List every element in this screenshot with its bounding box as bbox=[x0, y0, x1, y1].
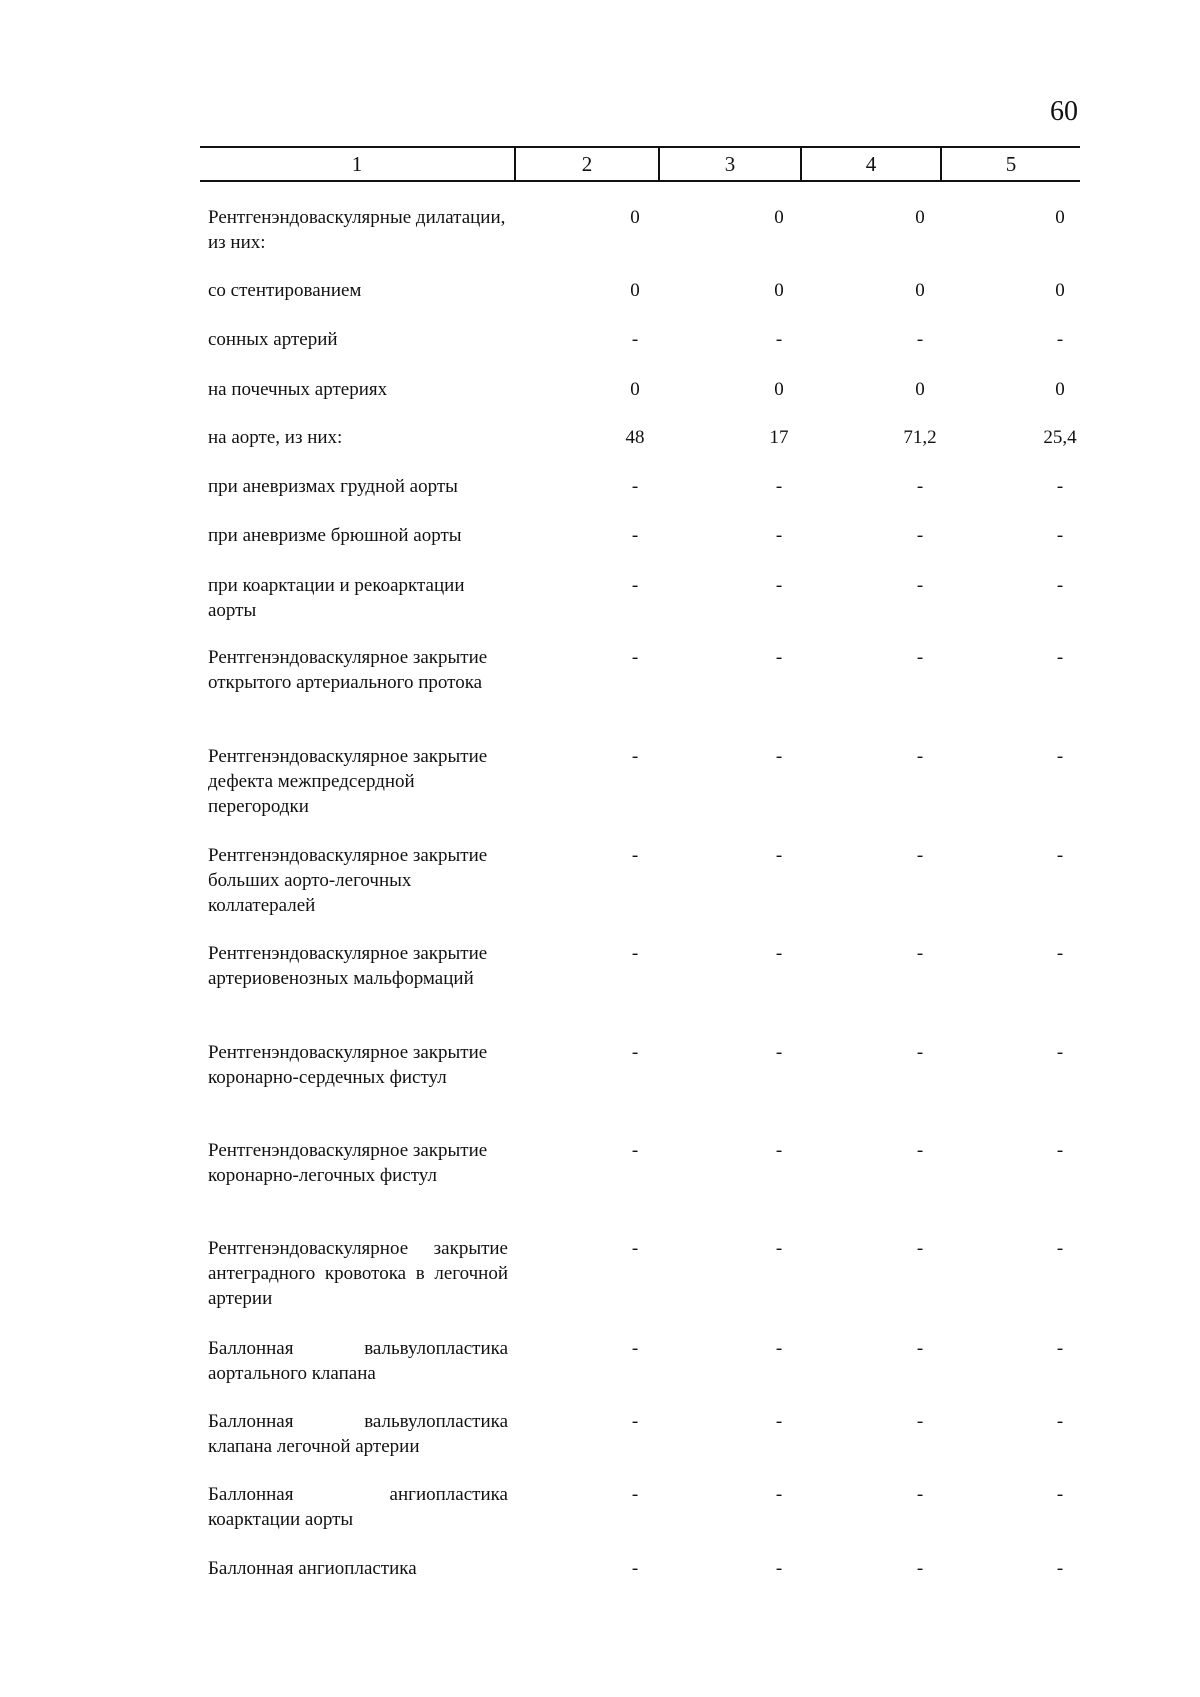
row-value-col-2: - bbox=[631, 329, 639, 350]
row-label: при коарктации и рекоарктации аорты bbox=[208, 575, 465, 621]
row-value-col-5: 0 bbox=[1055, 207, 1065, 228]
row-value-col-5: - bbox=[1056, 746, 1064, 767]
row-value-col-2: - bbox=[631, 1558, 639, 1579]
row-value-col-2: - bbox=[631, 647, 639, 668]
row-label: Рентгенэндоваскулярное закрытие коронарно-сердечных фистул bbox=[208, 1042, 488, 1088]
row-value-col-5: - bbox=[1056, 1042, 1064, 1063]
row-value-col-3: - bbox=[775, 1411, 783, 1432]
row-value-col-4: - bbox=[916, 746, 924, 767]
row-label: на аорте, из них: bbox=[208, 427, 343, 448]
header-cell-1: 1 bbox=[351, 152, 363, 176]
row-label: Баллонная вальвулопластика аортального клапана bbox=[208, 1338, 508, 1384]
row-value-col-4: - bbox=[916, 1484, 924, 1505]
row-value-col-4: - bbox=[916, 1558, 924, 1579]
header-cell-5: 5 bbox=[1005, 152, 1017, 176]
row-label: при аневризмах грудной аорты bbox=[208, 476, 458, 497]
row-value-col-5: 0 bbox=[1055, 379, 1065, 400]
row-label: на почечных артериях bbox=[208, 379, 388, 400]
row-value-col-3: - bbox=[775, 1140, 783, 1161]
row-value-col-2: - bbox=[631, 1238, 639, 1259]
row-value-col-2: - bbox=[631, 943, 639, 964]
header-cell-4: 4 bbox=[865, 152, 877, 176]
header-cell-2: 2 bbox=[581, 152, 593, 176]
row-label: Баллонная ангиопластика коарктации аорты bbox=[208, 1484, 508, 1530]
row-value-col-2: - bbox=[631, 525, 639, 546]
row-label: со стентированием bbox=[208, 280, 362, 301]
row-value-col-3: - bbox=[775, 329, 783, 350]
row-value-col-4: 0 bbox=[915, 207, 925, 228]
row-value-col-3: - bbox=[775, 1042, 783, 1063]
table-header bbox=[200, 146, 1080, 182]
row-value-col-5: - bbox=[1056, 1558, 1064, 1579]
row-value-col-4: - bbox=[916, 1140, 924, 1161]
row-value-col-3: - bbox=[775, 647, 783, 668]
row-value-col-4: 0 bbox=[915, 379, 925, 400]
row-value-col-3: 0 bbox=[774, 280, 784, 301]
row-value-col-2: - bbox=[631, 1042, 639, 1063]
row-label: Баллонная вальвулопластика клапана легочной артерии bbox=[208, 1411, 508, 1457]
row-label: Рентгенэндоваскулярные дилатации, из них: bbox=[208, 207, 506, 253]
row-value-col-5: - bbox=[1056, 575, 1064, 596]
row-label: при аневризме брюшной аорты bbox=[208, 525, 462, 546]
row-value-col-4: 0 bbox=[915, 280, 925, 301]
row-value-col-2: - bbox=[631, 476, 639, 497]
row-label: Рентгенэндоваскулярное закрытие антеградного кровотока в легочной артерии bbox=[208, 1238, 508, 1309]
row-label: Рентгенэндоваскулярное закрытие больших аорто-легочных коллатералей bbox=[208, 845, 488, 916]
row-value-col-4: - bbox=[916, 1411, 924, 1432]
row-value-col-4: - bbox=[916, 525, 924, 546]
row-value-col-4: - bbox=[916, 476, 924, 497]
row-value-col-2: - bbox=[631, 1411, 639, 1432]
row-value-col-2: - bbox=[631, 1338, 639, 1359]
header-top-rule bbox=[200, 146, 1080, 148]
row-value-col-5: - bbox=[1056, 329, 1064, 350]
row-value-col-4: 71,2 bbox=[903, 427, 937, 448]
row-value-col-5: - bbox=[1056, 1140, 1064, 1161]
row-value-col-5: - bbox=[1056, 525, 1064, 546]
row-label: Баллонная ангиопластика bbox=[208, 1558, 417, 1579]
row-value-col-2: - bbox=[631, 575, 639, 596]
row-value-col-3: - bbox=[775, 746, 783, 767]
row-value-col-3: - bbox=[775, 943, 783, 964]
row-value-col-2: 0 bbox=[630, 207, 640, 228]
row-value-col-4: - bbox=[916, 647, 924, 668]
row-value-col-4: - bbox=[916, 1042, 924, 1063]
row-value-col-5: - bbox=[1056, 845, 1064, 866]
row-value-col-4: - bbox=[916, 575, 924, 596]
row-value-col-5: - bbox=[1056, 1238, 1064, 1259]
row-value-col-2: 0 bbox=[630, 280, 640, 301]
row-value-col-5: - bbox=[1056, 943, 1064, 964]
row-value-col-3: - bbox=[775, 1238, 783, 1259]
row-value-col-4: - bbox=[916, 329, 924, 350]
row-value-col-3: 0 bbox=[774, 207, 784, 228]
row-value-col-3: - bbox=[775, 1484, 783, 1505]
header-cell-3: 3 bbox=[724, 152, 736, 176]
row-value-col-5: - bbox=[1056, 647, 1064, 668]
row-label: сонных артерий bbox=[208, 329, 338, 350]
row-value-col-5: 0 bbox=[1055, 280, 1065, 301]
row-value-col-3: 0 bbox=[774, 379, 784, 400]
row-label: Рентгенэндоваскулярное закрытие открытого артериального протока bbox=[208, 647, 488, 693]
row-value-col-3: - bbox=[775, 575, 783, 596]
row-value-col-2: - bbox=[631, 845, 639, 866]
row-value-col-2: - bbox=[631, 1140, 639, 1161]
row-value-col-4: - bbox=[916, 943, 924, 964]
row-label: Рентгенэндоваскулярное закрытие коронарно-легочных фистул bbox=[208, 1140, 488, 1186]
row-value-col-4: - bbox=[916, 845, 924, 866]
row-value-col-3: - bbox=[775, 845, 783, 866]
row-value-col-3: - bbox=[775, 525, 783, 546]
row-value-col-2: - bbox=[631, 1484, 639, 1505]
row-value-col-5: - bbox=[1056, 1411, 1064, 1432]
row-value-col-2: 48 bbox=[625, 427, 645, 448]
row-value-col-2: - bbox=[631, 746, 639, 767]
row-value-col-3: - bbox=[775, 1338, 783, 1359]
header-bottom-rule bbox=[200, 180, 1080, 182]
row-value-col-5: - bbox=[1056, 1484, 1064, 1505]
row-value-col-2: 0 bbox=[630, 379, 640, 400]
row-value-col-5: - bbox=[1056, 1338, 1064, 1359]
row-label: Рентгенэндоваскулярное закрытие артериовенозных мальформаций bbox=[208, 943, 488, 989]
row-value-col-4: - bbox=[916, 1238, 924, 1259]
row-value-col-4: - bbox=[916, 1338, 924, 1359]
row-value-col-3: - bbox=[775, 1558, 783, 1579]
row-value-col-3: 17 bbox=[769, 427, 789, 448]
row-value-col-3: - bbox=[775, 476, 783, 497]
row-value-col-5: - bbox=[1056, 476, 1064, 497]
page-number: 60 bbox=[1050, 96, 1078, 127]
row-value-col-5: 25,4 bbox=[1043, 427, 1077, 448]
row-label: Рентгенэндоваскулярное закрытие дефекта межпредсердной перегородки bbox=[208, 746, 488, 817]
